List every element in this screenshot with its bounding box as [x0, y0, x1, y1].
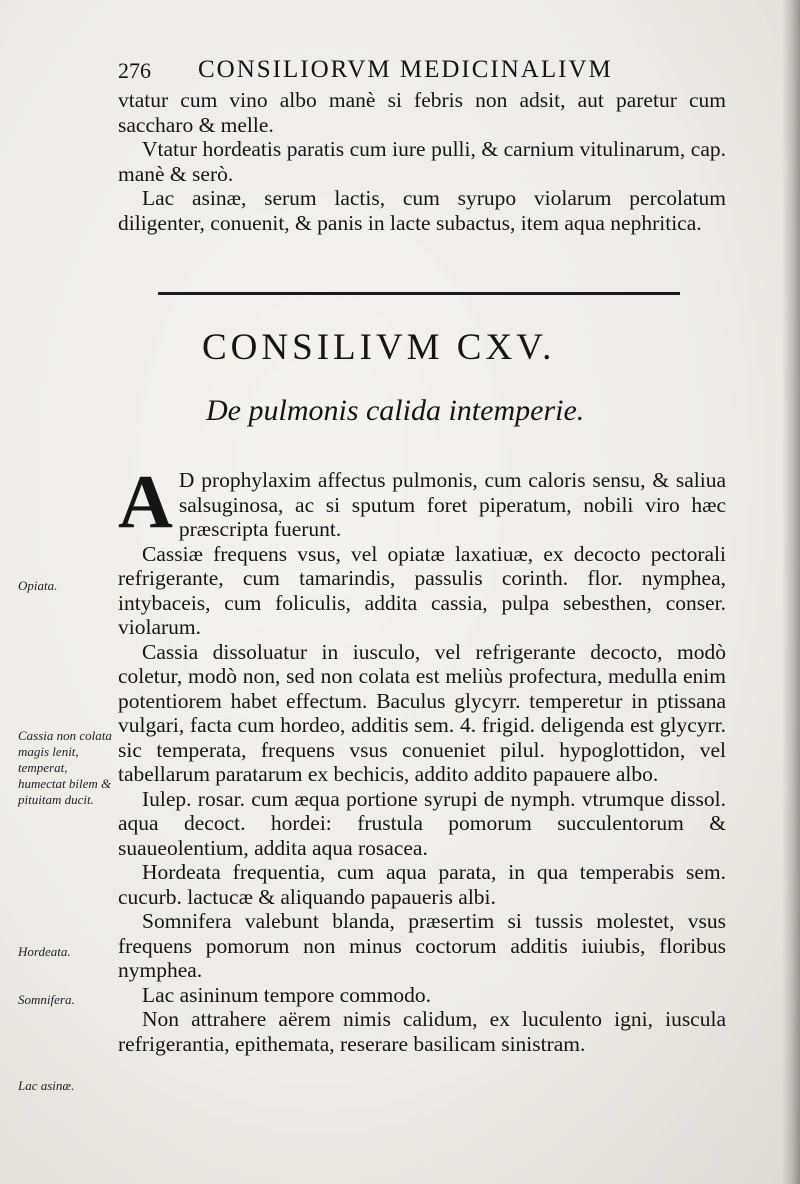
margin-note-cassia: Cassia non colata magis lenit, temperat, humectat bilem & pituitam ducit. [18, 728, 112, 807]
margin-note-opiata: Opiata. [18, 578, 58, 593]
section-divider [158, 292, 680, 295]
consilium-title: CONSILIVM CXV. [202, 327, 556, 368]
margin-note-lac-asinae: Lac asinæ. [18, 1078, 75, 1093]
paragraph: Lac asinæ, serum lactis, cum syrupo violarum percolatum diligenter, conuenit, & panis in lacte subactus, item aqua nephritica. [118, 186, 726, 235]
paragraph: Cassiæ frequens vsus, vel opiatæ laxatiuæ, ex decocto pectorali refrigerante, cum tamarindis, passulis corinth. flor. nymphea, intybaceis, cum foliculis, addita cassia, pulpa sebesthen, conser. violarum. [118, 541, 726, 639]
margin-note-somnifera: Somnifera. [18, 992, 75, 1007]
page-header [118, 56, 718, 86]
paragraph: Non attrahere aërem nimis calidum, ex luculento igni, iuscula refrigerantia, epithemata, reserare basilicam sinistram. [118, 1007, 726, 1056]
first-paragraph [118, 460, 726, 544]
paragraph: Iulep. rosar. cum æqua portione syrupi de nymph. vtrumque dissol. aqua decoct. hordei: frustula pomorum succulentorum & suaueolentium, addita aqua rosacea. [118, 786, 726, 860]
page-edge-shadow [782, 0, 800, 1184]
drop-cap: A [118, 460, 173, 544]
consilium-body [118, 460, 726, 1056]
consilium-subtitle: De pulmonis calida intemperie. [206, 394, 585, 427]
margin-note-hordeata: Hordeata. [18, 944, 71, 959]
running-title: CONSILIORVM MEDICINALIVM [198, 56, 613, 83]
page-number: 276 [118, 58, 151, 83]
paragraph: Vtatur hordeatis paratis cum iure pulli, & carnium vitulinarum, cap. manè & serò. [118, 137, 726, 186]
paragraph-text: D prophylaxim affectus pulmonis, cum caloris sensu, & saliua salsuginosa, ac si sputum foret piperatum, nobili viro hæc præscripta fuerunt. [178, 468, 726, 541]
paragraph: Hordeata frequentia, cum aqua parata, in qua temperabis sem. cucurb. lactucæ & aliquando papaueris albi. [118, 860, 726, 909]
paragraph: Cassia dissoluatur in iusculo, vel refrigerante decocto, modò coletur, modò non, sed non colata est meliùs profectura, medulla enim potentiorem habet effectum. Baculus glycyrr. temperetur in ptissana vulgari, facta cum hordeo, additis sem. 4. frigid. deligenda est glycyrr. sic temperata, frequens vsus conueniet pilul. hypoglottidon, vel tabellarum paratarum ex bechicis, addito addito papauere albo. [118, 639, 726, 786]
paragraph: Somnifera valebunt blanda, præsertim si tussis molestet, vsus frequens pomorum non minus coctorum additis iuiubis, floribus nymphea. [118, 909, 726, 982]
paragraph: vtatur cum vino albo manè si febris non adsit, aut paretur cum saccharo & melle. [118, 88, 726, 137]
previous-consilium-text [118, 88, 726, 235]
paragraph: Lac asininum tempore commodo. [142, 982, 431, 1007]
